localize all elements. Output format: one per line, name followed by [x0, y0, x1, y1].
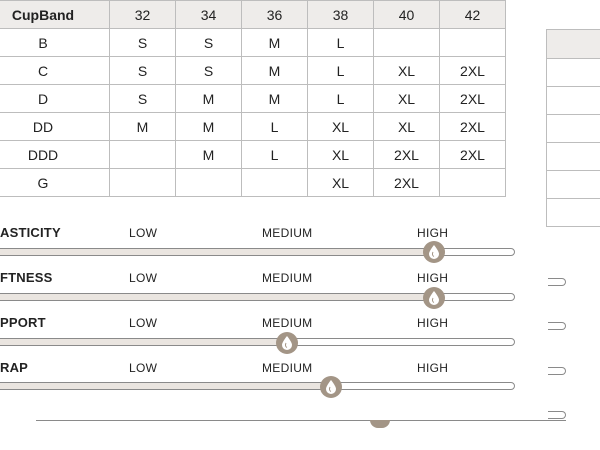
secondary-track-end: [548, 411, 566, 419]
table-row: [0, 29, 506, 57]
size-cell: L: [308, 57, 374, 85]
table-row: [547, 87, 600, 115]
level-fill: [0, 294, 435, 300]
size-cell: L: [308, 85, 374, 113]
level-low-label: LOW: [129, 316, 158, 330]
secondary-track-end: [548, 322, 566, 330]
header-band-36: 36: [242, 1, 308, 29]
size-cell: M: [242, 57, 308, 85]
partial-level-knob[interactable]: [370, 420, 390, 428]
table-row: [0, 57, 506, 85]
cup-cell: C: [0, 57, 110, 85]
size-cell: M: [176, 113, 242, 141]
size-cell: M: [242, 85, 308, 113]
level-high-label: HIGH: [417, 316, 449, 330]
size-cell: L: [242, 113, 308, 141]
secondary-table-header: [547, 29, 600, 59]
table-row: [547, 115, 600, 143]
size-cell: S: [176, 29, 242, 57]
size-table-header-row: [0, 1, 506, 29]
header-band-38: 38: [308, 1, 374, 29]
table-row: [547, 59, 600, 87]
cup-cell: DD: [0, 113, 110, 141]
size-cell: M: [110, 113, 176, 141]
header-band-34: 34: [176, 1, 242, 29]
level-high-label: HIGH: [417, 226, 449, 240]
size-cell: S: [110, 85, 176, 113]
header-band-32: 32: [110, 1, 176, 29]
level-medium-label: MEDIUM: [262, 271, 313, 285]
level-track: [0, 338, 515, 346]
size-cell: M: [176, 141, 242, 169]
attribute-name: RAP: [0, 360, 29, 375]
size-cell: [110, 141, 176, 169]
size-cell: L: [242, 141, 308, 169]
size-cell: [110, 169, 176, 197]
header-band-40: 40: [374, 1, 440, 29]
attribute-name: ASTICITY: [0, 225, 61, 240]
secondary-table-partial: [546, 29, 600, 227]
cup-cell: B: [0, 29, 110, 57]
size-cell: S: [176, 57, 242, 85]
level-knob[interactable]: [320, 376, 342, 398]
level-low-label: LOW: [129, 271, 158, 285]
level-medium-label: MEDIUM: [262, 316, 313, 330]
size-cell: [176, 169, 242, 197]
secondary-track-end: [548, 367, 566, 375]
level-track: [0, 382, 515, 390]
level-high-label: HIGH: [417, 361, 449, 375]
level-knob[interactable]: [423, 241, 445, 263]
level-low-label: LOW: [129, 226, 158, 240]
level-fill: [0, 249, 435, 255]
size-cell: L: [308, 29, 374, 57]
size-cell: 2XL: [374, 141, 440, 169]
table-row: [0, 169, 506, 197]
level-knob[interactable]: [423, 287, 445, 309]
cup-cell: DDD: [0, 141, 110, 169]
level-low-label: LOW: [129, 361, 158, 375]
size-cell: M: [242, 29, 308, 57]
size-cell: S: [110, 29, 176, 57]
level-fill: [0, 339, 288, 345]
size-chart-table: [0, 0, 506, 197]
header-cupband: CupBand: [0, 1, 110, 29]
size-cell: [374, 29, 440, 57]
size-cell: XL: [374, 85, 440, 113]
header-band-42: 42: [440, 1, 506, 29]
level-medium-label: MEDIUM: [262, 226, 313, 240]
size-cell: XL: [308, 141, 374, 169]
table-row: [0, 113, 506, 141]
attribute-name: FTNESS: [0, 270, 53, 285]
drop-icon: [429, 245, 439, 259]
table-row: [0, 141, 506, 169]
size-cell: M: [176, 85, 242, 113]
size-cell: 2XL: [440, 141, 506, 169]
table-row: [547, 199, 600, 227]
cup-cell: D: [0, 85, 110, 113]
drop-icon: [326, 380, 336, 394]
secondary-track-end: [548, 278, 566, 286]
table-row: [0, 85, 506, 113]
table-row: [547, 143, 600, 171]
size-cell: 2XL: [440, 85, 506, 113]
size-cell: [242, 169, 308, 197]
size-cell: XL: [308, 169, 374, 197]
size-cell: [440, 29, 506, 57]
partial-track: [36, 420, 566, 421]
size-cell: XL: [374, 57, 440, 85]
size-cell: XL: [308, 113, 374, 141]
size-cell: 2XL: [440, 113, 506, 141]
size-cell: 2XL: [440, 57, 506, 85]
drop-icon: [282, 336, 292, 350]
level-knob[interactable]: [276, 332, 298, 354]
size-cell: 2XL: [374, 169, 440, 197]
drop-icon: [429, 291, 439, 305]
size-cell: S: [110, 57, 176, 85]
table-row: [547, 171, 600, 199]
level-fill: [0, 383, 332, 389]
size-cell: [440, 169, 506, 197]
cup-cell: G: [0, 169, 110, 197]
level-medium-label: MEDIUM: [262, 361, 313, 375]
level-high-label: HIGH: [417, 271, 449, 285]
size-cell: XL: [374, 113, 440, 141]
attribute-name: PPORT: [0, 315, 46, 330]
